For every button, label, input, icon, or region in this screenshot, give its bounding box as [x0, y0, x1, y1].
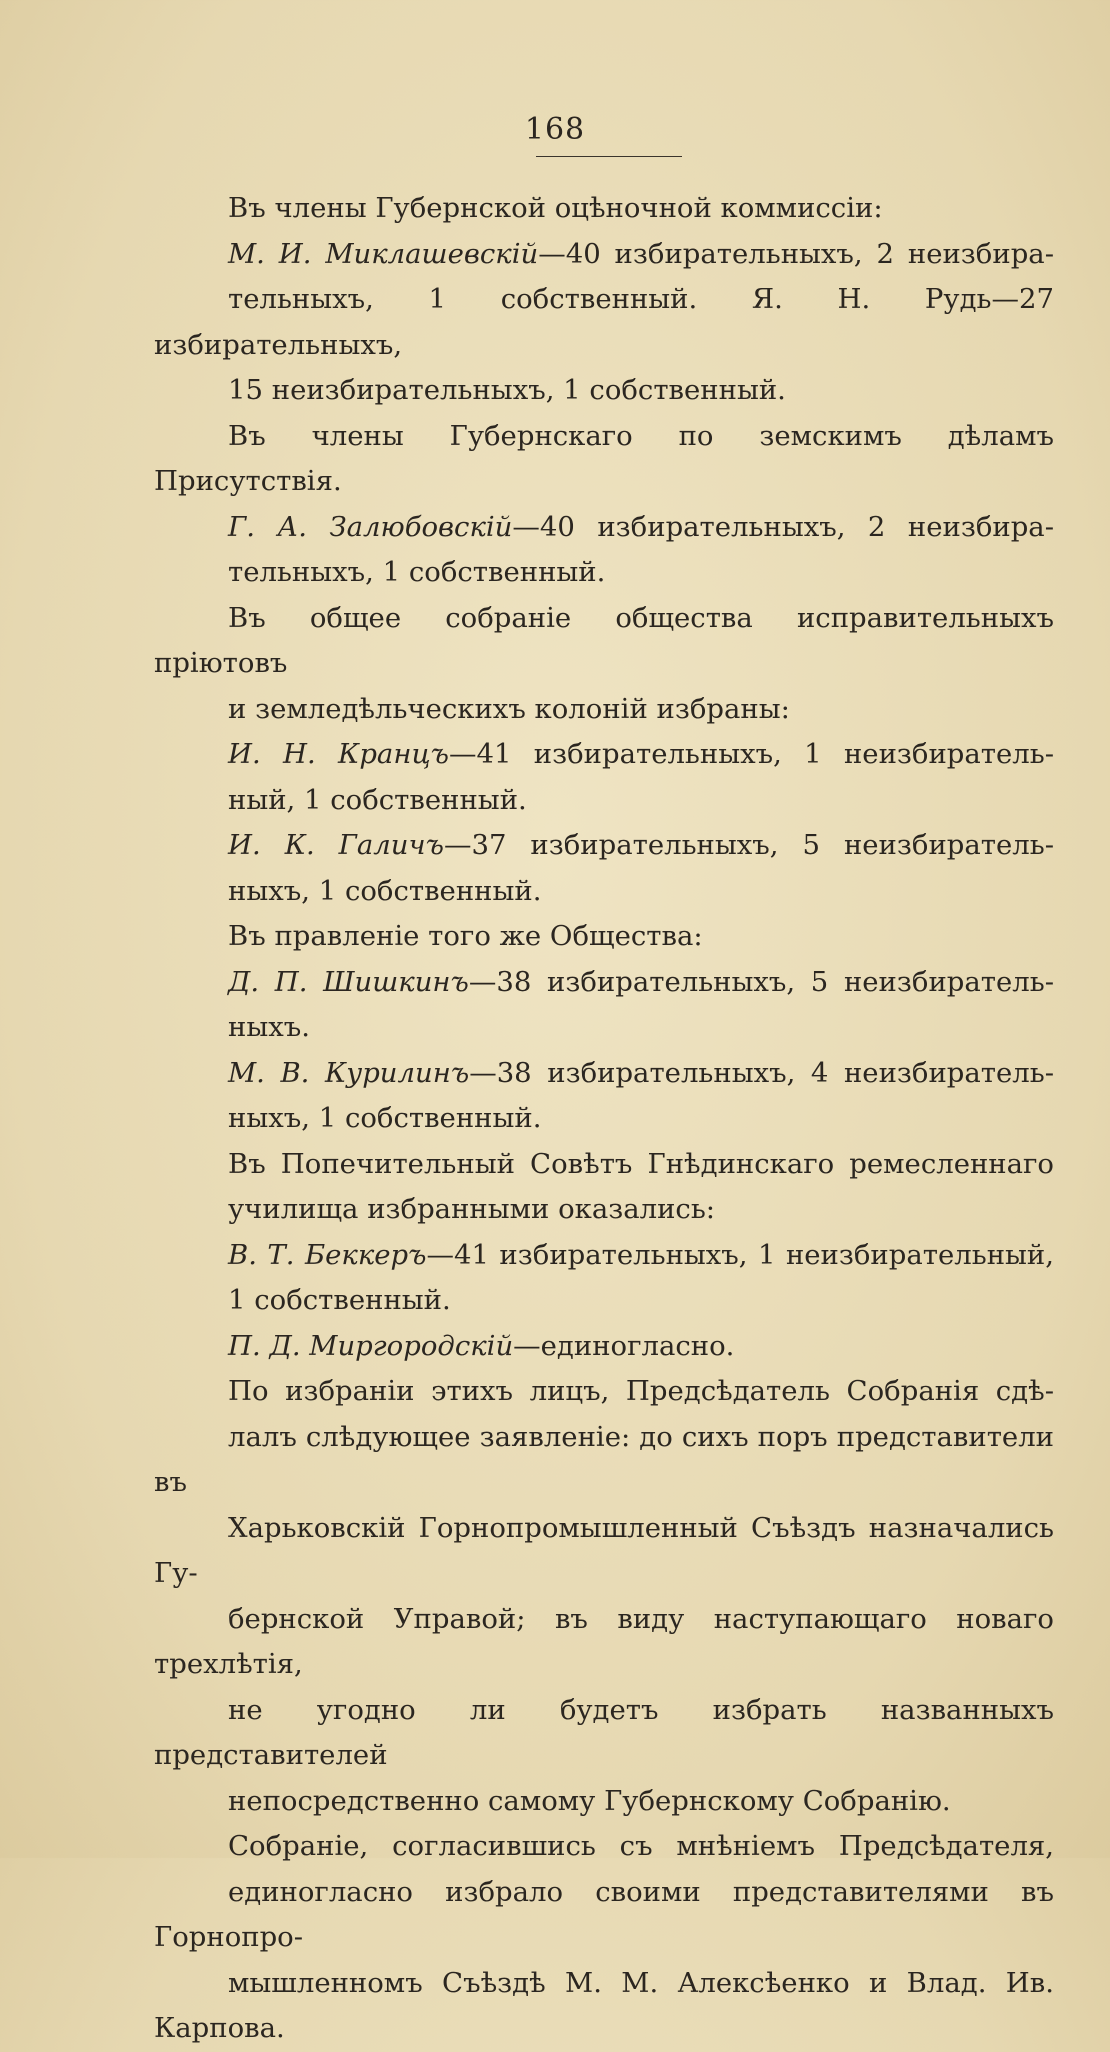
paragraph: [154, 596, 1054, 733]
line-text: —40 избирательныхъ, 2 неизбира-: [512, 510, 1054, 543]
election-entry: [154, 732, 1054, 823]
text-line: [154, 823, 1054, 869]
line-text: Въ Попечительный Совѣтъ Гнѣдинскаго ремесленнаго: [228, 1147, 1054, 1180]
text-line: [154, 1187, 1054, 1233]
text-line: [154, 550, 1054, 596]
text-line: [154, 368, 1054, 414]
text-line: [154, 1324, 1054, 1370]
line-text: тельныхъ, 1 собственный. Я. Н. Рудь—27 избирательныхъ,: [154, 283, 1054, 361]
text-line: [154, 1369, 1054, 1415]
election-entry: [154, 505, 1054, 596]
election-entry: [154, 823, 1054, 914]
line-text: и земледѣльческихъ колоній избраны:: [228, 692, 790, 725]
line-text: Собраніе, согласившись съ мнѣніемъ Предсѣдателя,: [228, 1830, 1054, 1862]
text-line: [154, 1005, 1054, 1051]
paragraph: [154, 1369, 1054, 1824]
line-text: тельныхъ, 1 собственный.: [228, 556, 606, 588]
text-line: [154, 1278, 1054, 1324]
paragraph: [154, 1142, 1054, 1233]
text-line: [154, 1961, 1054, 2052]
page-number: 168: [524, 112, 586, 147]
person-name: П. Д. Миргородскій: [228, 1329, 514, 1362]
line-text: Въ правленіе того же Общества:: [228, 920, 703, 952]
line-text: —37 избирательныхъ, 5 неизбиратель-: [443, 829, 1054, 861]
line-text: училища избранными оказались:: [228, 1193, 716, 1225]
line-text: мышленномъ Съѣздѣ М. М. Алексѣенко и Влад. Ив. Карпова.: [154, 1966, 1054, 2044]
person-name: И. Н. Кранцъ: [228, 738, 449, 770]
line-text: бернской Управой; въ виду наступающаго новаго трехлѣтія,: [154, 1602, 1054, 1680]
line-text: —41 избирательныхъ, 1 неизбирательный,: [426, 1238, 1054, 1271]
line-text: ныхъ.: [228, 1011, 310, 1043]
line-text: 15 неизбирательныхъ, 1 собственный.: [228, 374, 786, 406]
line-text: Въ общее собраніе общества исправительныхъ пріютовъ: [154, 601, 1054, 679]
text-line: [154, 1051, 1054, 1097]
text-line: [154, 1824, 1054, 1870]
line-text: Въ члены Губернской оцѣночной коммиссіи:: [228, 192, 883, 224]
text-line: [154, 232, 1054, 278]
line-text: не угодно ли будетъ избрать названныхъ представителей: [154, 1693, 1054, 1771]
text-line: [154, 277, 1054, 368]
line-text: ный, 1 собственный.: [228, 783, 527, 816]
text-line: [154, 869, 1054, 915]
text-line: [154, 960, 1054, 1006]
line-text: 1 собственный.: [228, 1284, 451, 1316]
text-line: [154, 1506, 1054, 1597]
text-line: [154, 596, 1054, 687]
election-entry: [154, 1051, 1054, 1142]
text-line: [154, 1415, 1054, 1506]
line-text: Въ члены Губернскаго по земскимъ дѣламъ Присутствія.: [154, 419, 1054, 497]
paragraph: [154, 186, 1054, 232]
election-entry: [154, 232, 1054, 414]
person-name: М. В. Курилинъ: [228, 1056, 470, 1089]
text-line: [154, 687, 1054, 733]
person-name: М. И. Миклашевскій: [228, 237, 539, 270]
text-line: [154, 1870, 1054, 1961]
line-text: —41 избирательныхъ, 1 неизбиратель-: [448, 738, 1055, 770]
election-entry: [154, 1324, 1054, 1370]
line-text: единогласно избрало своими представителями въ Горнопро-: [154, 1875, 1054, 1953]
line-text: непосредственно самому Губернскому Собранію.: [228, 1784, 951, 1817]
paragraph: [154, 414, 1054, 505]
text-line: [154, 778, 1054, 824]
line-text: —единогласно.: [513, 1329, 735, 1362]
line-text: —38 избирательныхъ, 5 неизбиратель-: [468, 965, 1054, 998]
text-line: [154, 1233, 1054, 1279]
text-line: [154, 505, 1054, 551]
text-line: [154, 414, 1054, 505]
line-text: ныхъ, 1 собственный.: [228, 1102, 542, 1134]
text-line: [154, 1688, 1054, 1779]
person-name: В. Т. Беккеръ: [228, 1238, 427, 1271]
text-line: [154, 186, 1054, 232]
page-number-rule: [536, 156, 682, 157]
line-text: ныхъ, 1 собственный.: [228, 874, 542, 907]
election-entry: [154, 1233, 1054, 1324]
election-entry: [154, 960, 1054, 1051]
line-text: По избраніи этихъ лицъ, Предсѣдатель Собранія сдѣ-: [228, 1375, 1054, 1407]
text-line: [154, 1597, 1054, 1688]
text-line: [154, 914, 1054, 960]
text-line: [154, 732, 1054, 778]
person-name: И. К. Галичъ: [228, 829, 444, 861]
text-line: [154, 1096, 1054, 1142]
text-line: [154, 1779, 1054, 1825]
paragraph: [154, 914, 1054, 960]
body-text: [154, 186, 1054, 2052]
line-text: —40 избирательныхъ, 2 неизбира-: [538, 237, 1054, 270]
person-name: Д. П. Шишкинъ: [228, 965, 469, 998]
line-text: лалъ слѣдующее заявленіе: до сихъ поръ представители въ: [154, 1420, 1054, 1498]
line-text: Харьковскій Горнопромышленный Съѣздъ назначались Гу-: [154, 1511, 1054, 1589]
person-name: Г. А. Залюбовскій: [228, 510, 513, 543]
text-line: [154, 1142, 1054, 1188]
line-text: —38 избирательныхъ, 4 неизбиратель-: [469, 1056, 1054, 1089]
paragraph: [154, 1824, 1054, 2052]
